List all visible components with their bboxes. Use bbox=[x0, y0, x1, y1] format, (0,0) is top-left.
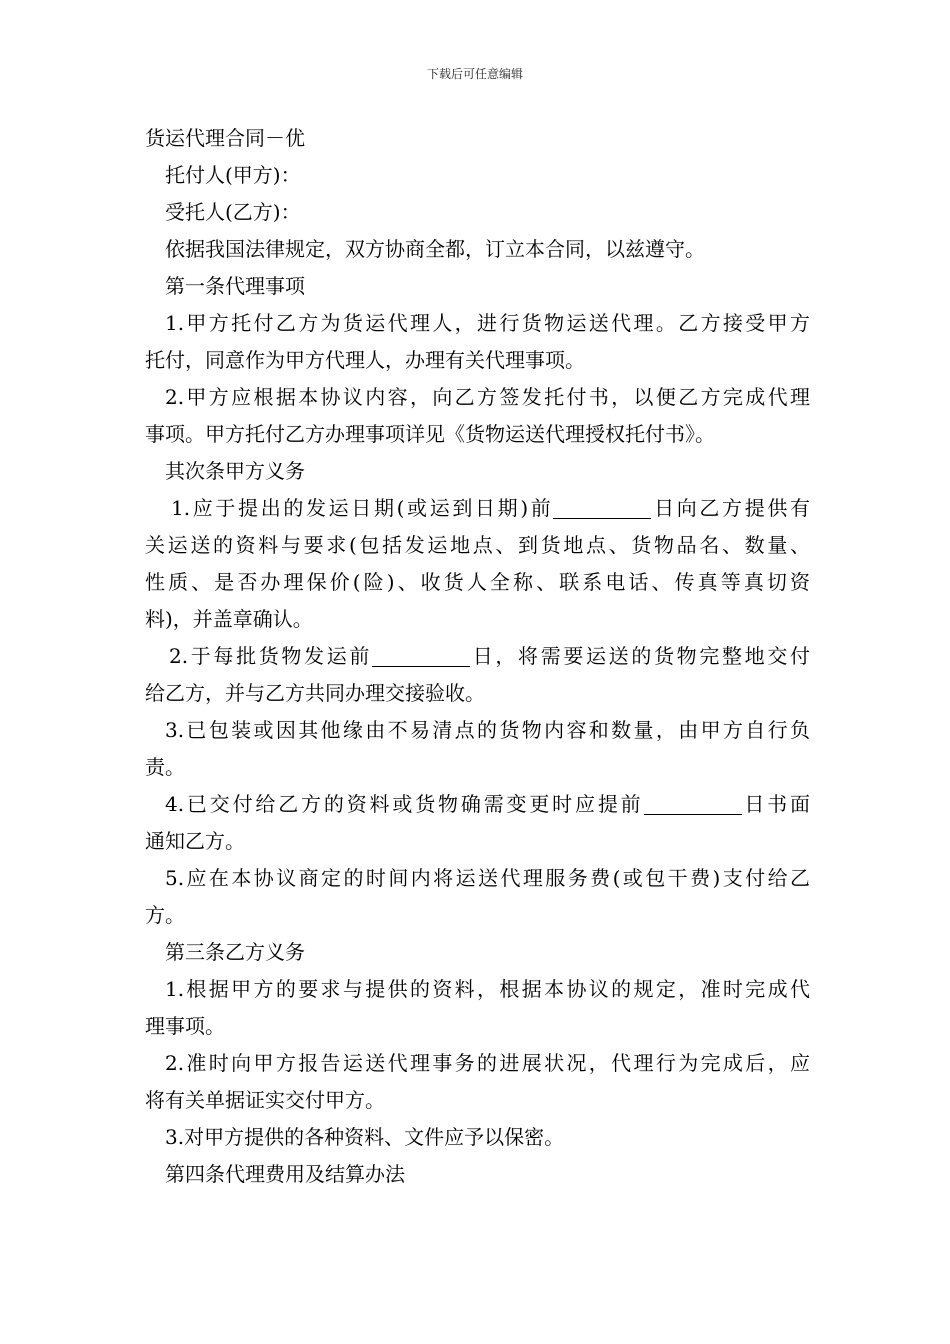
article2-item2-text-before-blank: 2.于每批货物发运前 bbox=[169, 644, 373, 668]
article2-heading: 其次条甲方义务 bbox=[165, 459, 305, 483]
article2-item2-line1 bbox=[145, 638, 810, 675]
article4-heading: 第四条代理费用及结算办法 bbox=[165, 1162, 405, 1186]
article3-item2-line2: 将有关单据证实交付甲方。 bbox=[145, 1088, 385, 1112]
article3-item1-line1: 1.根据甲方的要求与提供的资料，根据本协议的规定，准时完成代 bbox=[165, 977, 810, 1001]
page-header-note: 下载后可任意编辑 bbox=[426, 67, 523, 81]
client-party-line: 托付人(甲方)： bbox=[165, 163, 301, 187]
article3-item3-line1: 3.对甲方提供的各种资料、文件应予以保密。 bbox=[165, 1125, 565, 1149]
article1-item1-line2: 托付，同意作为甲方代理人，办理有关代理事项。 bbox=[145, 348, 585, 372]
contract-body bbox=[145, 120, 810, 1193]
article2-item1-text-after-blank: 日向乙方提供有 bbox=[651, 496, 810, 520]
fill-in-blank-days bbox=[644, 794, 742, 815]
document-title: 货运代理合同－优 bbox=[145, 126, 305, 150]
article3-item1-line2: 理事项。 bbox=[145, 1014, 225, 1038]
article2-item2-line2: 给乙方，并与乙方共同办理交接验收。 bbox=[145, 681, 485, 705]
article1-heading: 第一条代理事项 bbox=[165, 274, 305, 298]
article2-item4-text-before-blank: 4.已交付给乙方的资料或货物确需变更时应提前 bbox=[165, 792, 644, 816]
fill-in-blank-days bbox=[372, 646, 470, 667]
article2-item2-text-after-blank: 日，将需要运送的货物完整地交付 bbox=[470, 644, 810, 668]
article2-item3-line1: 3.已包装或因其他缘由不易清点的货物内容和数量，由甲方自行负 bbox=[165, 718, 810, 742]
article2-item4-text-after-blank: 日书面 bbox=[741, 792, 810, 816]
article2-item3-line2: 责。 bbox=[145, 755, 185, 779]
article1-item2-line1: 2.甲方应根据本协议内容，向乙方签发托付书，以便乙方完成代理 bbox=[165, 385, 810, 409]
article2-item5-line1: 5.应在本协议商定的时间内将运送代理服务费(或包干费)支付给乙 bbox=[165, 866, 810, 890]
article3-heading: 第三条乙方义务 bbox=[165, 940, 305, 964]
preamble-paragraph: 依据我国法律规定，双方协商全都，订立本合同，以兹遵守。 bbox=[165, 237, 705, 261]
article3-item2-line1: 2.准时向甲方报告运送代理事务的进展状况，代理行为完成后，应 bbox=[165, 1051, 810, 1075]
article2-item1-line1 bbox=[145, 490, 810, 527]
article2-item1-line4: 料)，并盖章确认。 bbox=[145, 607, 313, 631]
article1-item1-line1: 1.甲方托付乙方为货运代理人，进行货物运送代理。乙方接受甲方 bbox=[165, 311, 810, 335]
article2-item1-line2: 关运送的资料与要求(包括发运地点、到货地点、货物品名、数量、 bbox=[145, 533, 810, 557]
fill-in-blank-days bbox=[553, 498, 651, 519]
article2-item4-line2: 通知乙方。 bbox=[145, 829, 245, 853]
article2-item4-line1 bbox=[145, 786, 810, 823]
article2-item1-text-before-blank: 1.应于提出的发运日期(或运到日期)前 bbox=[171, 496, 554, 520]
article2-item1-line3: 性质、是否办理保价(险)、收货人全称、联系电话、传真等真切资 bbox=[145, 570, 810, 594]
article2-item5-line2: 方。 bbox=[145, 903, 185, 927]
agent-party-line: 受托人(乙方)： bbox=[165, 200, 301, 224]
article1-item2-line2: 事项。甲方托付乙方办理事项详见《货物运送代理授权托付书》。 bbox=[145, 422, 715, 446]
